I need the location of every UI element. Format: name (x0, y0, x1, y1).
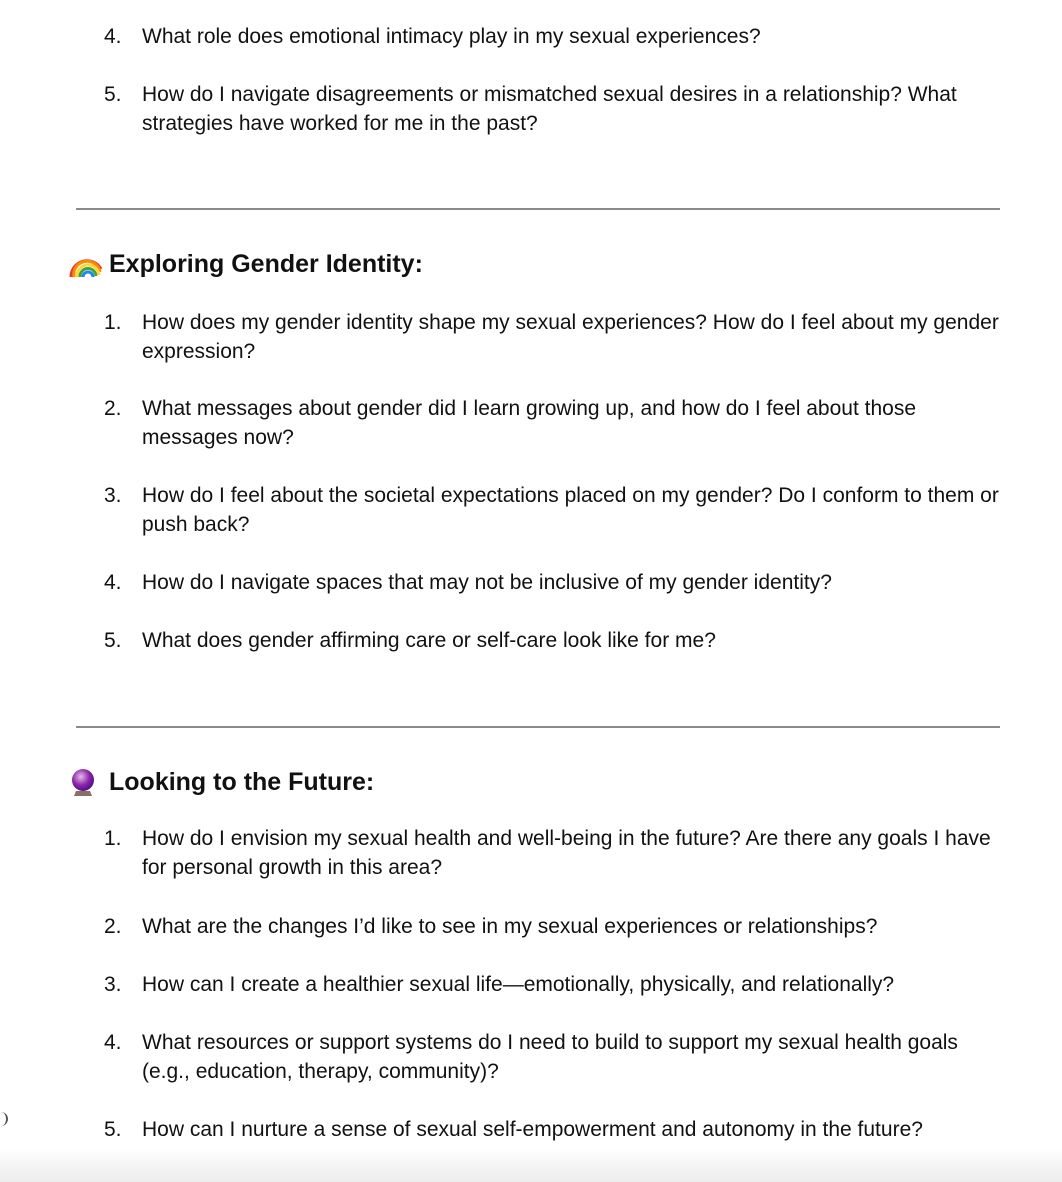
list-item (104, 308, 1004, 366)
list-number: 3. (104, 484, 122, 507)
section-divider (76, 726, 1000, 728)
list-item (104, 80, 1004, 138)
list-text: What role does emotional intimacy play in my sexual experiences? (142, 25, 761, 48)
list-item (104, 1028, 1004, 1086)
list-text: How can I nurture a sense of sexual self-empowerment and autonomy in the future? (142, 1118, 923, 1141)
list-number: 5. (104, 629, 122, 652)
list-text: How do I feel about the societal expectations placed on my gender? Do I conform to them or push back? (142, 484, 999, 536)
list-item (104, 912, 1004, 941)
list-text: How do I navigate spaces that may not be inclusive of my gender identity? (142, 571, 832, 594)
list-text: What are the changes I’d like to see in my sexual experiences or relationships? (142, 915, 878, 938)
section-heading-gender (68, 248, 423, 280)
list-number: 4. (104, 1031, 122, 1054)
list-text: What does gender affirming care or self-care look like for me? (142, 629, 716, 652)
crystal-ball-icon (68, 767, 102, 797)
list-item (104, 394, 1004, 452)
list-number: 4. (104, 25, 122, 48)
page-bottom-shadow (0, 1148, 1062, 1182)
list-number: 1. (104, 311, 122, 334)
list-item (104, 970, 1004, 999)
section-title: Exploring Gender Identity: (109, 250, 423, 278)
list-item (104, 824, 1004, 882)
list-item (104, 626, 1004, 655)
section-divider (76, 208, 1000, 210)
list-text: How does my gender identity shape my sexual experiences? How do I feel about my gender expression? (142, 311, 999, 363)
list-item (104, 22, 1004, 51)
list-number: 4. (104, 571, 122, 594)
list-text: How do I envision my sexual health and well-being in the future? Are there any goals I have for personal growth in this area? (142, 827, 991, 879)
section-heading-future (68, 766, 374, 798)
list-number: 5. (104, 83, 122, 106)
list-number: 2. (104, 915, 122, 938)
list-text: What resources or support systems do I need to build to support my sexual health goals (e.g., education, therapy, community)? (142, 1031, 958, 1083)
list-text: How do I navigate disagreements or mismatched sexual desires in a relationship? What strategies have worked for me in the past? (142, 83, 957, 135)
list-number: 5. (104, 1118, 122, 1141)
list-item (104, 568, 1004, 597)
list-item (104, 481, 1004, 539)
list-number: 2. (104, 397, 122, 420)
list-item (104, 1115, 1004, 1144)
list-number: 1. (104, 827, 122, 850)
list-text: How can I create a healthier sexual life—emotionally, physically, and relationally? (142, 973, 895, 996)
list-number: 3. (104, 973, 122, 996)
section-title: Looking to the Future: (109, 768, 375, 796)
list-text: What messages about gender did I learn growing up, and how do I feel about those messages now? (142, 397, 917, 449)
rainbow-icon (68, 249, 102, 279)
margin-marker (0, 1112, 8, 1126)
